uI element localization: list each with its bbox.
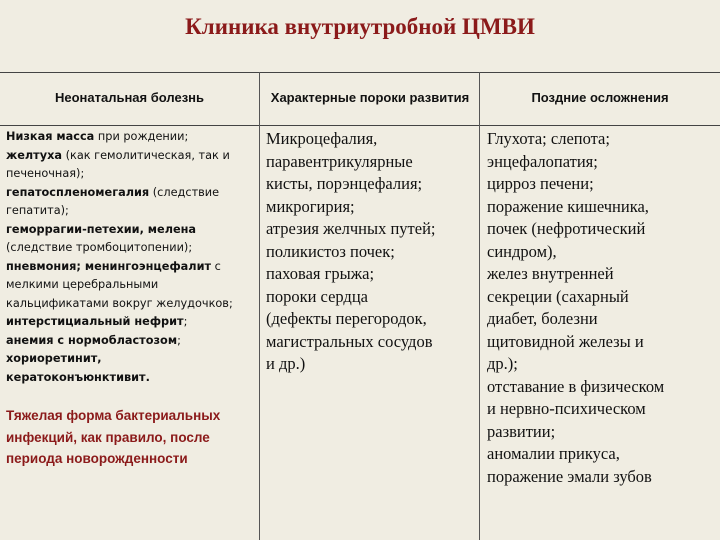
neonatal-disease-list — [6, 128, 254, 470]
column-divider-2 — [479, 72, 480, 540]
list-item: пороки сердца — [266, 286, 368, 306]
list-item: Низкая масса при рождении; — [6, 130, 189, 143]
list-item: развитии; — [487, 421, 556, 441]
list-item: интерстициальный нефрит; — [6, 315, 188, 328]
list-item: отставание в физическом — [487, 376, 665, 396]
list-item: поражение кишечника, — [487, 196, 649, 216]
header-malformations: Характерные пороки развития — [270, 90, 470, 105]
list-item: хориоретинит, — [6, 352, 102, 365]
list-item: анемия с нормобластозом; — [6, 333, 181, 347]
late-complications-list — [487, 128, 715, 488]
list-item: атрезия желчных путей; — [266, 219, 436, 238]
list-item: синдром), — [487, 241, 557, 261]
malformations-list — [266, 128, 476, 376]
list-item: цирроз печени; — [487, 174, 594, 193]
clinical-table — [0, 72, 720, 540]
list-item: микрогирия; — [266, 196, 355, 216]
list-item: Микроцефалия, — [266, 129, 378, 148]
list-item: аномалии прикуса, — [487, 444, 620, 463]
list-item: желез внутренней — [487, 264, 614, 283]
list-item: (дефекты перегородок, — [266, 309, 427, 328]
list-item: пневмония; менингоэнцефалит с мелкими церебральными кальцификатами вокруг желудочков; — [6, 259, 233, 310]
list-item: Глухота; слепота; — [487, 129, 610, 148]
list-item: поликистоз почек; — [266, 241, 395, 261]
list-item: паховая грыжа; — [266, 264, 375, 283]
list-item: геморрагии-петехии, мелена (следствие тромбоцитопении); — [6, 222, 197, 254]
list-item: энцефалопатия; — [487, 151, 598, 171]
list-item: др.); — [487, 354, 518, 373]
list-item: гепатоспленомегалия (следствие гепатита); — [6, 185, 220, 217]
list-item: и нервно-психическом — [487, 399, 646, 418]
list-item: секреции (сахарный — [487, 286, 629, 306]
list-item: диабет, болезни — [487, 309, 598, 328]
list-item: почек (нефротический — [487, 219, 646, 238]
bacterial-infection-note: Тяжелая форма бактериальных инфекций, как правило, после периода новорожденности — [6, 408, 221, 466]
list-item: поражение эмали зубов — [487, 466, 652, 486]
list-item: паравентрикулярные — [266, 151, 413, 171]
list-item: и др.) — [266, 354, 306, 373]
list-item: кератоконъюнктивит. — [6, 370, 150, 384]
column-divider-1 — [259, 72, 260, 540]
header-late-complications: Поздние осложнения — [531, 90, 669, 105]
header-divider — [0, 125, 720, 126]
page-title: Клиника внутриутробной ЦМВИ — [185, 14, 535, 39]
header-neonatal-disease: Неонатальная болезнь — [54, 90, 205, 105]
list-item: желтуха (как гемолитическая, так и печеночная); — [6, 148, 230, 180]
list-item: магистральных сосудов — [266, 331, 433, 351]
list-item: кисты, порэнцефалия; — [266, 174, 423, 193]
list-item: щитовидной железы и — [487, 331, 644, 351]
